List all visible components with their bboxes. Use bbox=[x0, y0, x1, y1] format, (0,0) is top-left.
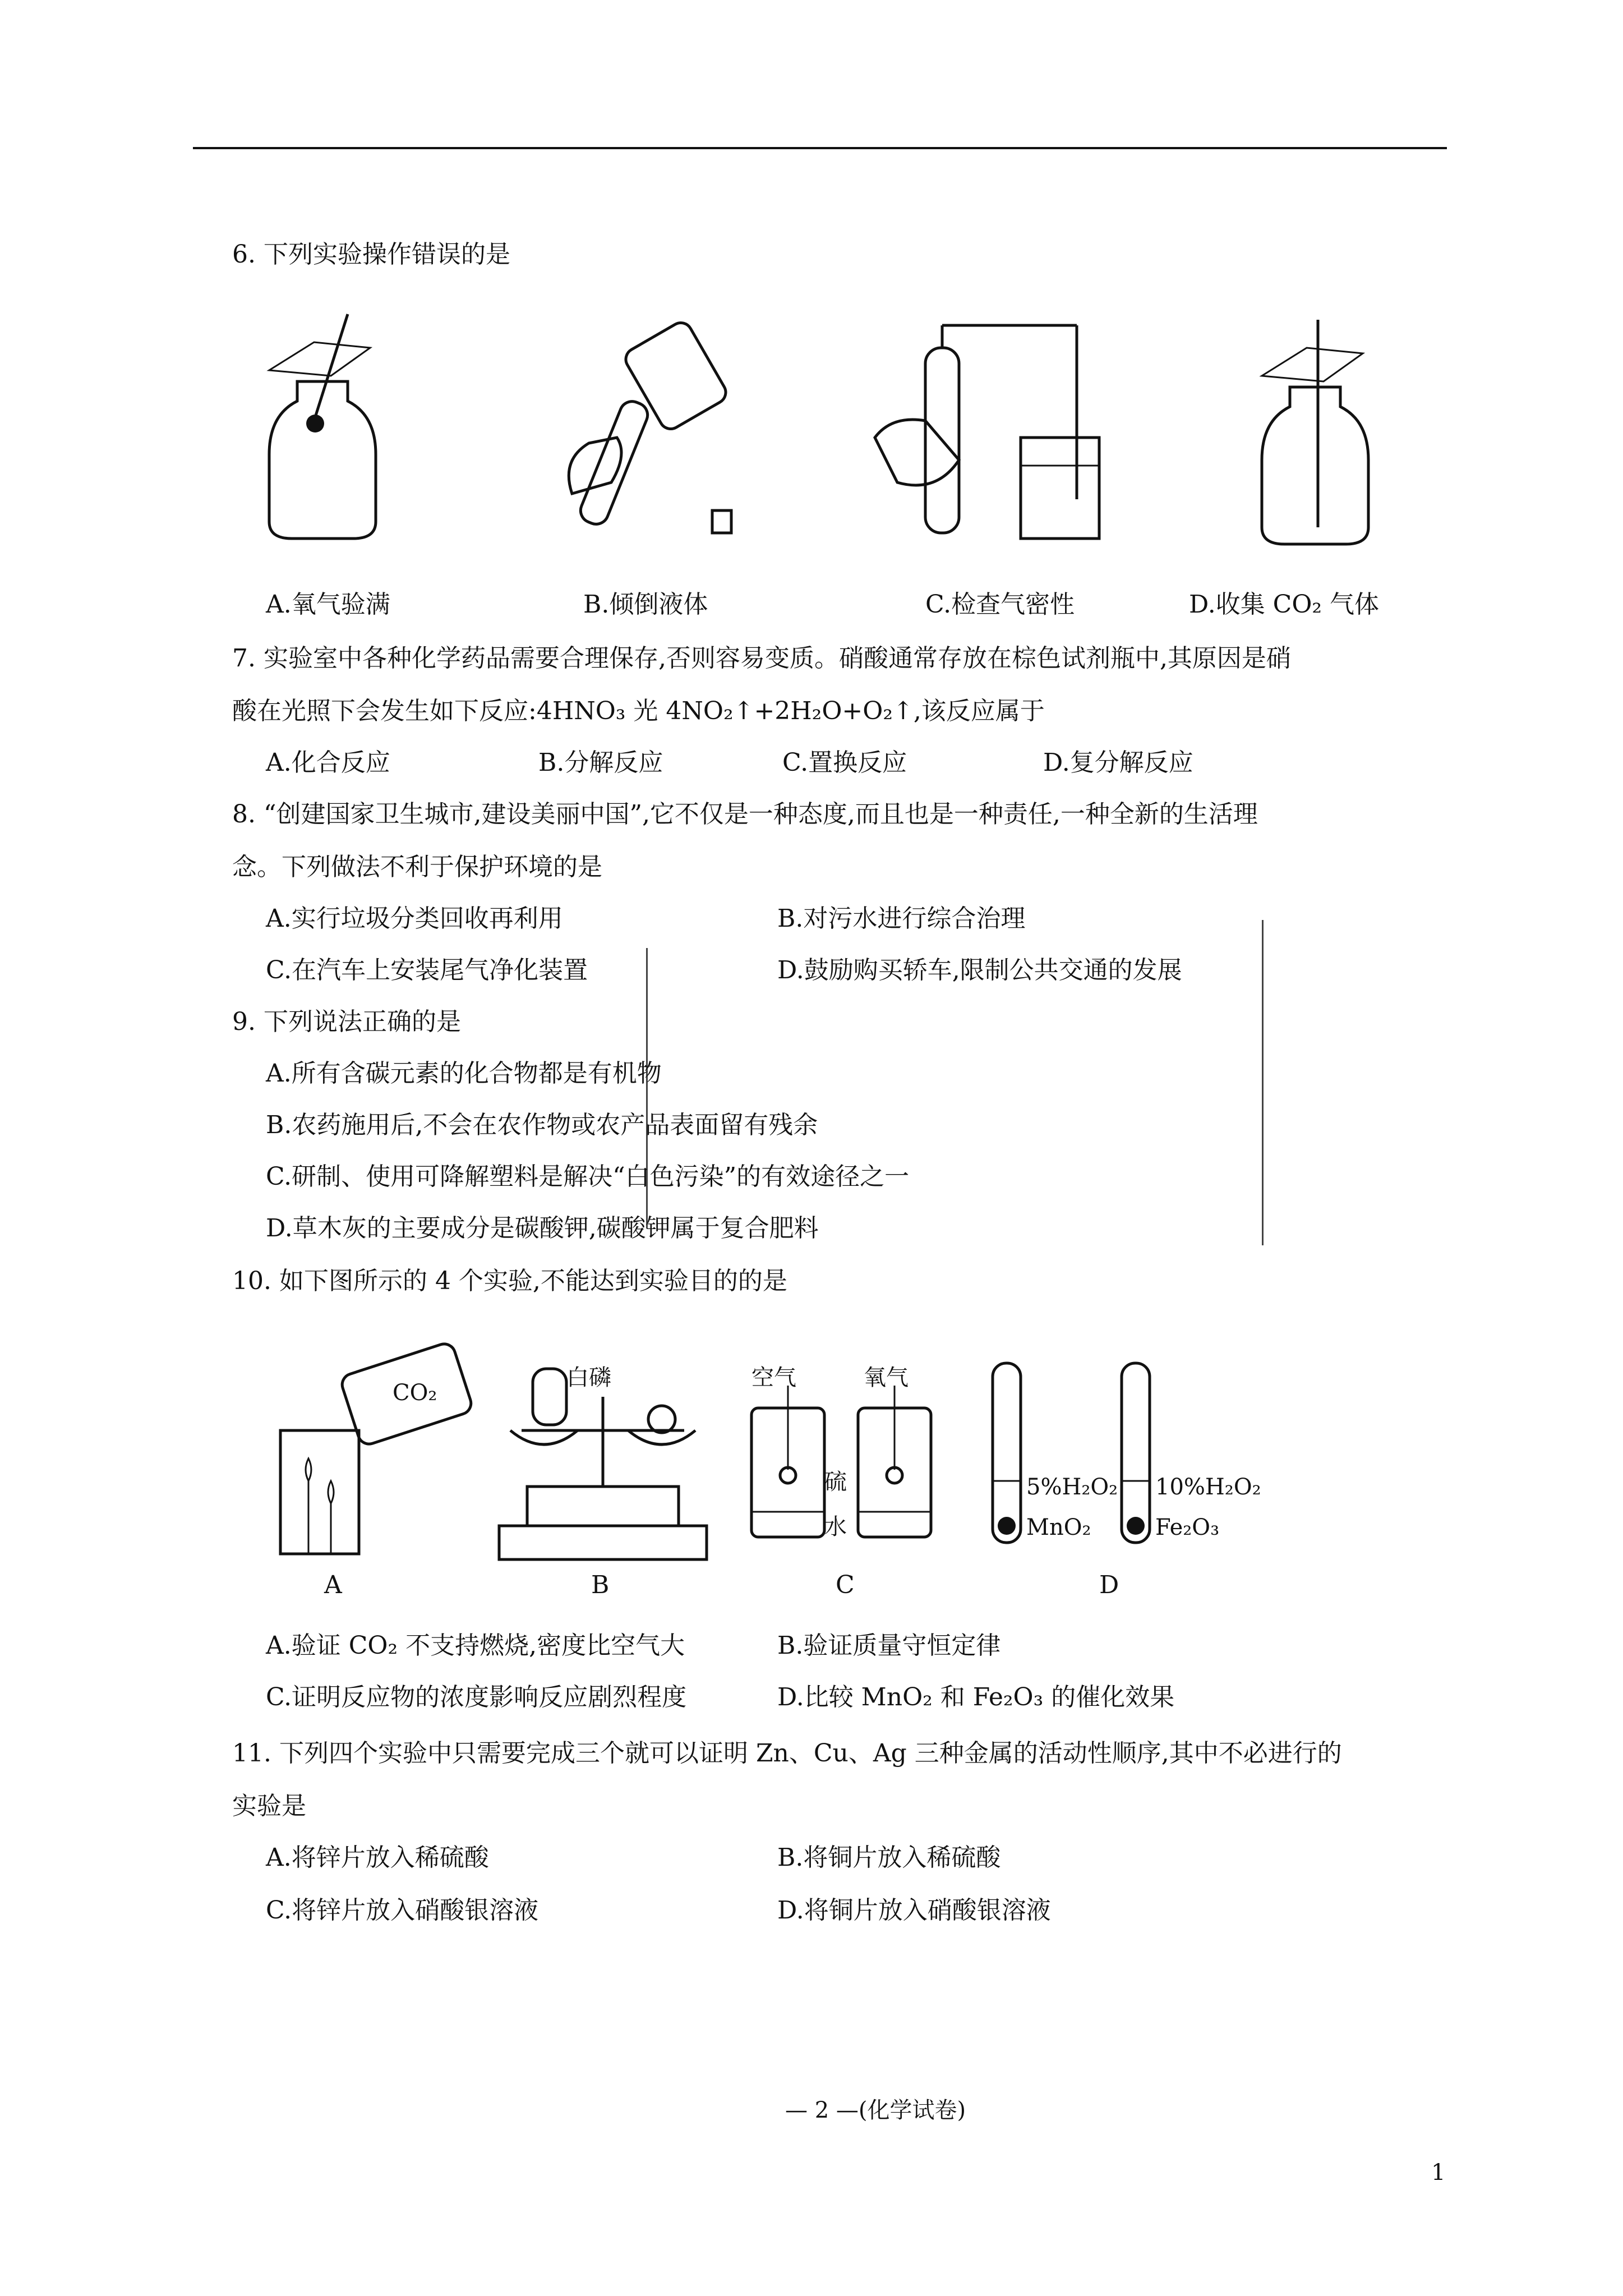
q7-stem-line2: 酸在光照下会发生如下反应:4HNO₃ 光 4NO₂↑+2H₂O+O₂↑,该反应属于 bbox=[232, 697, 1045, 725]
q9-option-a: A.所有含碳元素的化合物都是有机物 bbox=[266, 1059, 662, 1088]
figure-airtightness bbox=[858, 314, 1099, 550]
q6-option-b: B.倾倒液体 bbox=[583, 590, 708, 619]
label-white-phosphorus: 白磷 bbox=[566, 1365, 611, 1391]
label-air: 空气 bbox=[751, 1365, 796, 1391]
caption-a: A bbox=[324, 1571, 342, 1599]
q6-option-c: C.检查气密性 bbox=[925, 590, 1075, 619]
q10-option-d: D.比较 MnO₂ 和 Fe₂O₃ 的催化效果 bbox=[777, 1683, 1175, 1711]
q10-option-b: B.验证质量守恒定律 bbox=[777, 1631, 1001, 1660]
q7-stem-line1: 7. 实验室中各种化学药品需要合理保存,否则容易变质。硝酸通常存放在棕色试剂瓶中,其原因是硝 bbox=[232, 644, 1291, 673]
q8-option-c: C.在汽车上安装尾气净化装置 bbox=[266, 956, 588, 984]
q6-stem: 6. 下列实验操作错误的是 bbox=[232, 240, 510, 269]
label-h2o2-5: 5%H₂O₂ bbox=[1026, 1474, 1118, 1500]
label-mno2: MnO₂ bbox=[1026, 1515, 1091, 1540]
q8-option-d: D.鼓励购买轿车,限制公共交通的发展 bbox=[777, 956, 1182, 984]
q8-option-a: A.实行垃圾分类回收再利用 bbox=[266, 904, 563, 933]
label-fe2o3: Fe₂O₃ bbox=[1155, 1515, 1220, 1540]
q9-option-c: C.研制、使用可降解塑料是解决“白色污染”的有效途径之一 bbox=[266, 1162, 910, 1191]
caption-c: C bbox=[836, 1571, 855, 1599]
q7-option-a: A.化合反应 bbox=[266, 748, 390, 777]
label-oxygen: 氧气 bbox=[864, 1365, 909, 1391]
q11-option-d: D.将铜片放入硝酸银溶液 bbox=[777, 1896, 1051, 1925]
q6-option-d: D.收集 CO₂ 气体 bbox=[1189, 590, 1380, 619]
q10-option-a: A.验证 CO₂ 不支持燃烧,密度比空气大 bbox=[266, 1631, 685, 1660]
label-co2: CO₂ bbox=[393, 1380, 437, 1406]
figure-oxygen-test bbox=[264, 309, 387, 544]
caption-b: B bbox=[591, 1571, 610, 1599]
q7-option-c: C.置换反应 bbox=[782, 748, 907, 777]
q8-stem-line1: 8. “创建国家卫生城市,建设美丽中国”,它不仅是一种态度,而且也是一种责任,一种全新的生活理 bbox=[232, 800, 1258, 829]
caption-d: D bbox=[1099, 1571, 1119, 1599]
q11-option-b: B.将铜片放入稀硫酸 bbox=[777, 1843, 1001, 1872]
figure-collect-co2 bbox=[1256, 314, 1380, 550]
q11-option-c: C.将锌片放入硝酸银溶液 bbox=[266, 1896, 539, 1925]
q6-option-a: A.氧气验满 bbox=[266, 590, 390, 619]
q8-option-b: B.对污水进行综合治理 bbox=[777, 904, 1026, 933]
q11-stem-line2: 实验是 bbox=[232, 1792, 306, 1820]
page-number: 1 bbox=[1431, 2160, 1446, 2185]
q7-option-b: B.分解反应 bbox=[538, 748, 663, 777]
vertical-divider-right bbox=[1262, 920, 1264, 1245]
q11-option-a: A.将锌片放入稀硫酸 bbox=[266, 1843, 489, 1872]
label-sulfur: 硫 bbox=[824, 1469, 847, 1495]
header-rule bbox=[193, 147, 1447, 149]
q10-stem: 10. 如下图所示的 4 个实验,不能达到实验目的的是 bbox=[232, 1267, 787, 1295]
q9-option-d: D.草木灰的主要成分是碳酸钾,碳酸钾属于复合肥料 bbox=[266, 1214, 819, 1243]
figure-a-co2-candles bbox=[275, 1346, 477, 1559]
q9-option-b: B.农药施用后,不会在农作物或农产品表面留有残余 bbox=[266, 1111, 818, 1139]
q8-stem-line2: 念。下列做法不利于保护环境的是 bbox=[232, 853, 602, 881]
label-h2o2-10: 10%H₂O₂ bbox=[1155, 1474, 1261, 1500]
q9-stem: 9. 下列说法正确的是 bbox=[232, 1007, 461, 1036]
figure-pour-liquid bbox=[538, 314, 751, 539]
q7-option-d: D.复分解反应 bbox=[1043, 748, 1193, 777]
q11-stem-line1: 11. 下列四个实验中只需要完成三个就可以证明 Zn、Cu、Ag 三种金属的活动性顺序,其中不必进行的 bbox=[232, 1739, 1342, 1768]
page-footer: — 2 —(化学试卷) bbox=[785, 2097, 966, 2123]
q10-option-c: C.证明反应物的浓度影响反应剧烈程度 bbox=[266, 1683, 687, 1711]
label-water: 水 bbox=[824, 1514, 847, 1540]
